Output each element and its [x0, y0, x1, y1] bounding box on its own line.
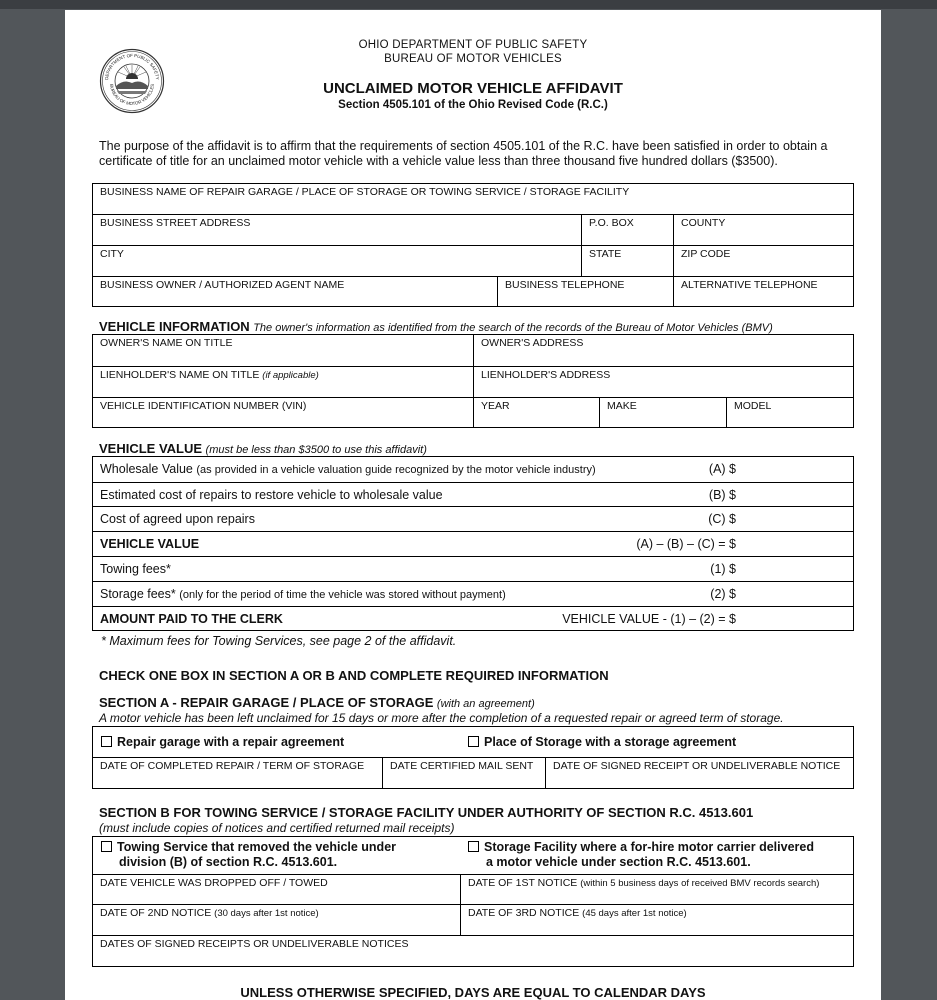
owner-address-label: OWNER'S ADDRESS — [481, 337, 584, 349]
storage-fees-note: (only for the period of time the vehicle was stored without payment) — [179, 589, 506, 601]
model-label: MODEL — [734, 400, 772, 412]
storage-fees-row[interactable] — [93, 581, 854, 606]
lienholder-address-field[interactable] — [473, 366, 853, 397]
year-field[interactable] — [473, 397, 599, 427]
towing-fees-row[interactable] — [93, 556, 854, 581]
business-name-field[interactable] — [93, 184, 853, 215]
storage-facility-option-line1: Storage Facility where a for-hire motor carrier delivered — [484, 840, 814, 854]
vehicle-info-box — [92, 334, 854, 428]
form-section-reference: Section 4505.101 of the Ohio Revised Code (R.C.) — [338, 99, 608, 111]
repair-garage-option[interactable] — [101, 735, 344, 750]
model-field[interactable] — [726, 397, 853, 427]
alternative-telephone-label: ALTERNATIVE TELEPHONE — [681, 279, 818, 291]
towing-service-option-line1: Towing Service that removed the vehicle under — [117, 840, 397, 854]
date-completed-field[interactable] — [93, 757, 382, 788]
wholesale-value-row[interactable] — [93, 457, 854, 482]
owner-name-field[interactable] — [93, 335, 473, 366]
owner-name-label: OWNER'S NAME ON TITLE — [100, 337, 233, 349]
second-notice-label: DATE OF 2ND NOTICE — [100, 907, 212, 919]
state-label: STATE — [589, 248, 622, 260]
storage-fees-amount: (2) $ — [710, 587, 736, 601]
vehicle-info-heading: VEHICLE INFORMATION The owner's information as identified from the search of the records of the Bureau of Motor Vehicles (BMV) — [99, 319, 773, 334]
business-name-label: BUSINESS NAME OF REPAIR GARAGE / PLACE OF STORAGE OR TOWING SERVICE / STORAGE FACILITY — [100, 186, 630, 198]
alternative-telephone-field[interactable] — [673, 276, 853, 306]
year-label: YEAR — [481, 400, 510, 412]
section-a-heading: SECTION A - REPAIR GARAGE / PLACE OF STORAGE (with an agreement) — [99, 695, 535, 710]
date-signed-receipt-label: DATE OF SIGNED RECEIPT OR UNDELIVERABLE NOTICE — [553, 760, 841, 772]
amount-paid-label: AMOUNT PAID TO THE CLERK — [100, 612, 283, 626]
section-b-note: (must include copies of notices and certified returned mail receipts) — [99, 821, 455, 835]
document-page — [65, 10, 881, 1000]
county-label: COUNTY — [681, 217, 726, 229]
svg-text:DEPARTMENT OF PUBLIC SAFETY: DEPARTMENT OF PUBLIC SAFETY — [103, 52, 161, 81]
form-title: UNCLAIMED MOTOR VEHICLE AFFIDAVIT — [323, 80, 623, 97]
agreed-repairs-amount: (C) $ — [708, 512, 736, 526]
viewer-top-bar — [0, 0, 937, 9]
business-street-label: BUSINESS STREET ADDRESS — [100, 217, 251, 229]
amount-paid-amount: VEHICLE VALUE - (1) – (2) = $ — [562, 612, 736, 626]
date-signed-receipt-field[interactable] — [545, 757, 853, 788]
date-mail-sent-field[interactable] — [382, 757, 545, 788]
vehicle-value-total-label: VEHICLE VALUE — [100, 537, 200, 551]
first-notice-label: DATE OF 1ST NOTICE — [468, 877, 578, 889]
po-box-label: P.O. BOX — [589, 217, 634, 229]
check-instruction: CHECK ONE BOX IN SECTION A OR B AND COMPLETE REQUIRED INFORMATION — [99, 668, 609, 683]
amount-paid-row[interactable] — [93, 606, 854, 631]
business-info-box — [92, 183, 854, 307]
third-notice-label: DATE OF 3RD NOTICE — [468, 907, 580, 919]
business-street-field[interactable] — [93, 214, 581, 245]
vehicle-value-box — [92, 456, 854, 631]
owner-address-field[interactable] — [473, 335, 853, 366]
towing-fees-amount: (1) $ — [710, 562, 736, 576]
zip-code-label: ZIP CODE — [681, 248, 731, 260]
towing-service-option[interactable] — [101, 840, 396, 870]
vehicle-value-total-row[interactable] — [93, 531, 854, 556]
place-of-storage-checkbox[interactable] — [468, 736, 479, 747]
vehicle-value-total-amount: (A) – (B) – (C) = $ — [636, 537, 736, 551]
third-notice-field[interactable] — [460, 904, 853, 935]
section-a-box — [92, 726, 854, 789]
second-notice-field[interactable] — [93, 904, 460, 935]
business-owner-field[interactable] — [93, 276, 497, 306]
section-b-box — [92, 836, 854, 967]
make-label: MAKE — [607, 400, 637, 412]
city-field[interactable] — [93, 245, 581, 276]
lienholder-name-field[interactable] — [93, 366, 473, 397]
repair-cost-label: Estimated cost of repairs to restore vehicle to wholesale value — [100, 488, 443, 502]
county-field[interactable] — [673, 214, 853, 245]
po-box-field[interactable] — [581, 214, 673, 245]
fees-footnote: * Maximum fees for Towing Services, see page 2 of the affidavit. — [101, 634, 457, 648]
department-name: OHIO DEPARTMENT OF PUBLIC SAFETY — [358, 39, 588, 51]
wholesale-value-note: (as provided in a vehicle valuation guide recognized by the motor vehicle industry) — [196, 464, 596, 476]
section-b-heading: SECTION B FOR TOWING SERVICE / STORAGE FACILITY UNDER AUTHORITY OF SECTION R.C. 4513.601 — [99, 805, 754, 820]
bureau-name: BUREAU OF MOTOR VEHICLES — [384, 53, 562, 65]
repair-garage-checkbox[interactable] — [101, 736, 112, 747]
agreed-repairs-label: Cost of agreed upon repairs — [100, 512, 255, 526]
wholesale-value-label: Wholesale Value — [100, 462, 193, 476]
vehicle-value-heading: VEHICLE VALUE (must be less than $3500 to use this affidavit) — [99, 441, 427, 456]
vin-field[interactable] — [93, 397, 473, 427]
first-notice-note: (within 5 business days of received BMV records search) — [580, 878, 820, 889]
towing-service-option-line2: division (B) of section R.C. 4513.601. — [119, 855, 338, 869]
first-notice-field[interactable] — [460, 874, 853, 904]
vin-label: VEHICLE IDENTIFICATION NUMBER (VIN) — [100, 400, 307, 412]
repair-garage-option-label: Repair garage with a repair agreement — [117, 735, 345, 749]
towing-fees-label: Towing fees* — [100, 562, 171, 576]
calendar-days-note: UNLESS OTHERWISE SPECIFIED, DAYS ARE EQUAL TO CALENDAR DAYS — [240, 985, 706, 1000]
date-mail-sent-label: DATE CERTIFIED MAIL SENT — [390, 760, 534, 772]
signed-receipts-field[interactable] — [93, 935, 853, 966]
lienholder-address-label: LIENHOLDER'S ADDRESS — [481, 369, 611, 381]
date-dropped-off-field[interactable] — [93, 874, 460, 904]
signed-receipts-label: DATES OF SIGNED RECEIPTS OR UNDELIVERABLE NOTICES — [100, 938, 409, 950]
make-field[interactable] — [599, 397, 726, 427]
date-dropped-off-label: DATE VEHICLE WAS DROPPED OFF / TOWED — [100, 877, 328, 889]
zip-code-field[interactable] — [673, 245, 853, 276]
storage-fees-label: Storage fees* — [100, 587, 176, 601]
repair-cost-row[interactable] — [93, 482, 854, 507]
state-field[interactable] — [581, 245, 673, 276]
purpose-statement: The purpose of the affidavit is to affirm that the requirements of section 4505.101 of the R.C. have been satisfied in order to obtain a certificate of title for an unclaimed motor vehicle with a vehicle value less than three thousand five hundred dollars ($3500). — [99, 139, 828, 168]
business-telephone-field[interactable] — [497, 276, 673, 306]
business-owner-label: BUSINESS OWNER / AUTHORIZED AGENT NAME — [100, 279, 345, 291]
place-of-storage-option[interactable] — [468, 735, 736, 750]
towing-service-checkbox[interactable] — [101, 841, 112, 852]
city-label: CITY — [100, 248, 124, 260]
storage-facility-option[interactable] — [468, 840, 814, 870]
third-notice-note: (45 days after 1st notice) — [582, 908, 687, 919]
agreed-repairs-row[interactable] — [93, 506, 854, 531]
storage-facility-checkbox[interactable] — [468, 841, 479, 852]
section-a-description: A motor vehicle has been left unclaimed for 15 days or more after the completion of a requested repair or agreed term of storage. — [99, 711, 784, 725]
date-completed-label: DATE OF COMPLETED REPAIR / TERM OF STORAGE — [100, 760, 365, 772]
storage-facility-option-line2: a motor vehicle under section R.C. 4513.601. — [486, 855, 751, 869]
lienholder-name-note: (if applicable) — [262, 370, 319, 381]
wholesale-value-amount: (A) $ — [708, 462, 736, 476]
repair-cost-amount: (B) $ — [708, 488, 736, 502]
place-of-storage-option-label: Place of Storage with a storage agreement — [484, 735, 737, 749]
lienholder-name-label: LIENHOLDER'S NAME ON TITLE — [100, 369, 260, 381]
second-notice-note: (30 days after 1st notice) — [214, 908, 319, 919]
business-telephone-label: BUSINESS TELEPHONE — [505, 279, 625, 291]
svg-text:BUREAU OF MOTOR VEHICLES: BUREAU OF MOTOR VEHICLES — [108, 83, 156, 107]
